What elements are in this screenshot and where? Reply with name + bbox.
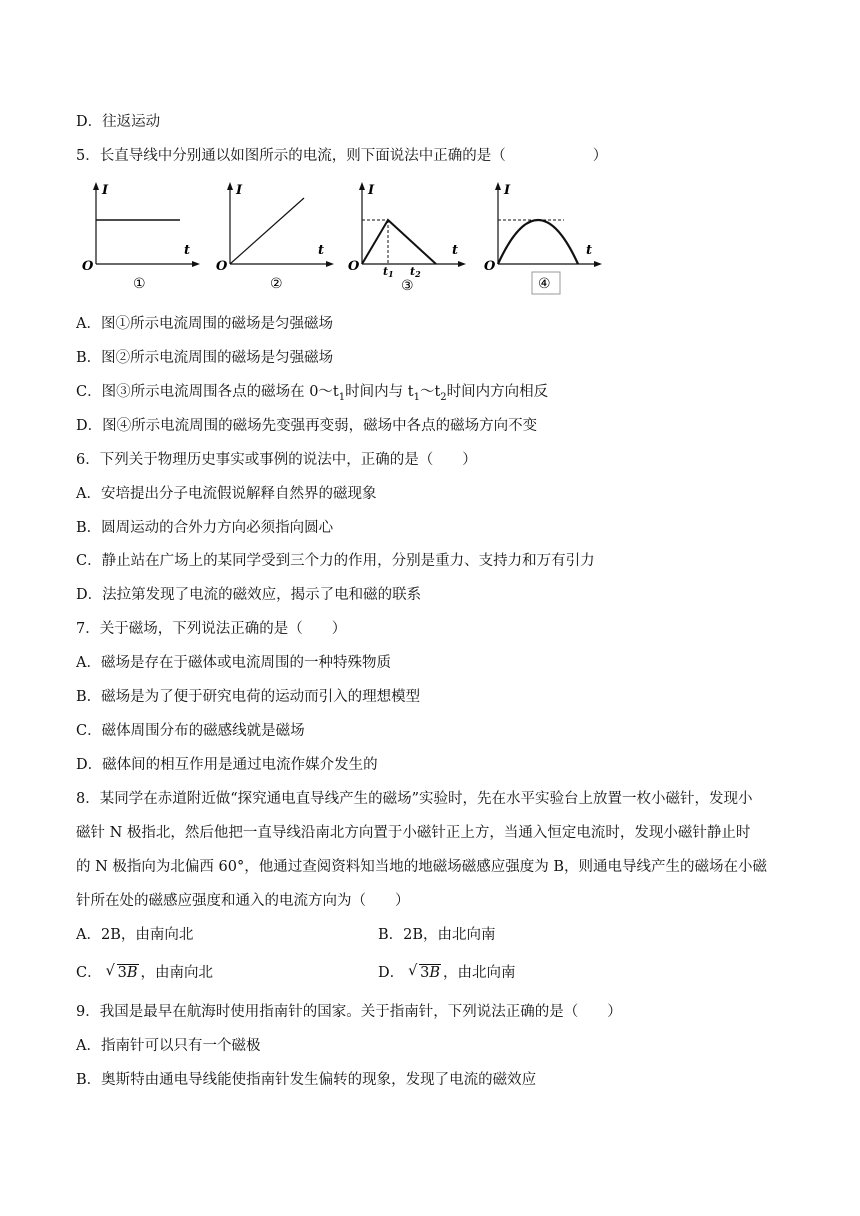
q6-option-c: C．静止站在广场上的某同学受到三个力的作用，分别是重力、支持力和万有引力 [76, 553, 595, 569]
question-7: 7．关于磁场，下列说法正确的是（ ） [76, 621, 347, 637]
q5-option-a: A．图①所示电流周围的磁场是匀强磁场 [76, 316, 333, 332]
q8-option-c: C． √ 3B ，由南向北 [76, 963, 213, 981]
option-d-previous: D．往返运动 [76, 114, 161, 130]
graph-3-triangular-current [346, 180, 476, 295]
graph-2-axis-i: I [236, 183, 243, 198]
graph-4-origin: O [484, 259, 496, 274]
question-5: 5．长直导线中分别通以如图所示的电流，则下面说法中正确的是（ ） [76, 148, 608, 164]
q5-option-d: D．图④所示电流周围的磁场先变强再变弱，磁场中各点的磁场方向不变 [76, 418, 538, 434]
graph-1-label: ① [133, 276, 146, 292]
q6-option-d: D．法拉第发现了电流的磁效应，揭示了电和磁的联系 [76, 587, 422, 603]
question-8-line-1: 8．某同学在赤道附近做“探究通电直导线产生的磁场”实验时，先在水平实验台上放置一枚小磁针，发现小 [76, 791, 753, 807]
graph-4-axis-t: t [586, 243, 593, 258]
graph-3-origin: O [348, 259, 360, 274]
graph-3-t2-label: t2 [410, 265, 421, 279]
graph-4-axis-i: I [504, 183, 511, 198]
sqrt-expression: √ 3B [408, 963, 441, 981]
question-8-line-3: 的 N 极指向为北偏西 60°，他通过查阅资料知当地的地磁场磁感应强度为 B，则通电导线产生的磁场在小磁 [76, 859, 767, 875]
q8-option-a: A．2B，由南向北 [76, 927, 194, 943]
q9-option-a: A．指南针可以只有一个磁极 [76, 1038, 261, 1054]
sqrt-expression: √ 3B [105, 963, 138, 981]
q9-option-b: B．奥斯特由通电导线能使指南针发生偏转的现象，发现了电流的磁效应 [76, 1072, 537, 1088]
q5-option-c: C．图③所示电流周围各点的磁场在 $0\sim t_1$时间内与 $t_1\sim t_2$时间内方向相反 [76, 384, 549, 403]
graph-4-label: ④ [538, 276, 551, 292]
question-9: 9．我国是最早在航海时使用指南针的国家。关于指南针，下列说法正确的是（ ） [76, 1004, 622, 1020]
graph-4-parabolic-current [482, 180, 612, 300]
graph-3-label: ③ [401, 278, 414, 294]
question-6: 6．下列关于物理历史事实或事例的说法中，正确的是（ ） [76, 452, 477, 468]
graph-1-origin: O [82, 259, 94, 274]
question-8-line-2: 磁针 N 极指北，然后他把一直导线沿南北方向置于小磁针正上方，当通入恒定电流时，发现小磁针静止时 [76, 825, 751, 841]
graph-2-axis-t: t [318, 243, 325, 258]
q7-option-d: D．磁体间的相互作用是通过电流作媒介发生的 [76, 757, 378, 773]
q6-option-a: A．安培提出分子电流假说解释自然界的磁现象 [76, 486, 377, 502]
q6-option-b: B．圆周运动的合外力方向必须指向圆心 [76, 520, 334, 536]
q7-option-b: B．磁场是为了便于研究电荷的运动而引入的理想模型 [76, 689, 421, 705]
q7-option-c: C．磁体周围分布的磁感线就是磁场 [76, 723, 305, 739]
graph-1-constant-current [80, 180, 200, 290]
graph-1-axis-t: t [184, 243, 191, 258]
graph-2-origin: O [216, 259, 228, 274]
graph-3-axis-t: t [452, 243, 459, 258]
graph-1-axis-i: I [102, 183, 109, 198]
q8-option-d: D． √ 3B ，由北向南 [378, 963, 516, 981]
q7-option-a: A．磁场是存在于磁体或电流周围的一种特殊物质 [76, 655, 391, 671]
graph-2-linear-current [214, 180, 334, 290]
q5-option-b: B．图②所示电流周围的磁场是匀强磁场 [76, 350, 334, 366]
graph-3-t1-label: t1 [383, 265, 394, 279]
question-8-line-4: 针所在处的磁感应强度和通入的电流方向为（ ） [76, 893, 410, 909]
q8-option-b: B．2B，由北向南 [378, 927, 496, 943]
graph-3-axis-i: I [368, 183, 375, 198]
graph-2-label: ② [270, 276, 283, 292]
